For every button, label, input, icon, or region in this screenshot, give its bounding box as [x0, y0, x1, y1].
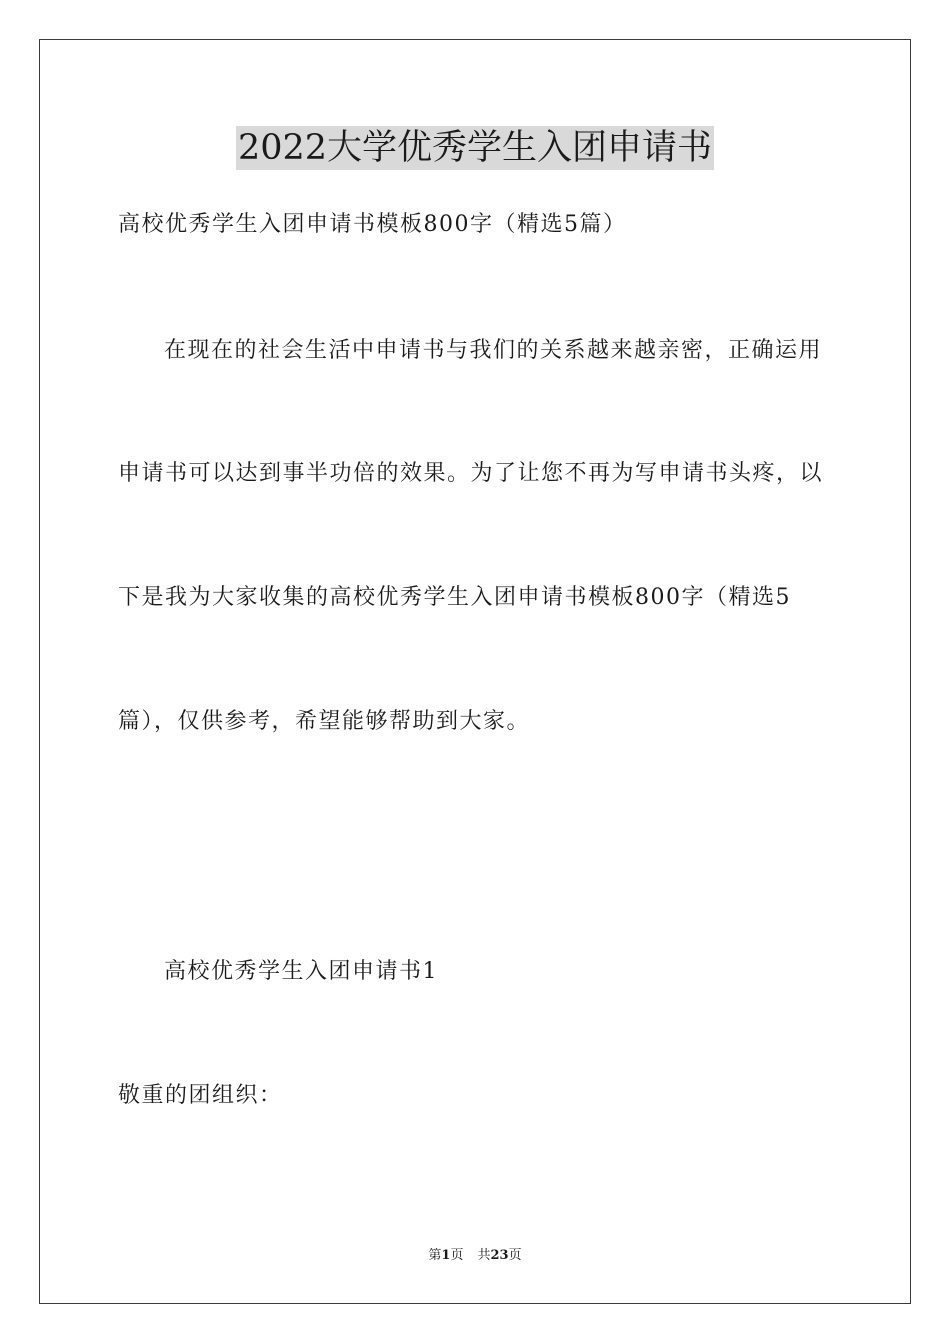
paragraph-line-1: 在现在的社会生活中申请书与我们的关系越来越亲密，正确运用 [164, 338, 823, 363]
footer-total-prefix: 共 [477, 1248, 491, 1263]
document-title: 2022大学优秀学生入团申请书 [237, 128, 713, 168]
footer-total-suffix: 页 [508, 1248, 522, 1263]
salutation: 敬重的团组织： [118, 1083, 283, 1108]
document-subtitle: 高校优秀学生入团申请书模板800字（精选5篇） [118, 212, 627, 237]
paragraph-line-4: 篇），仅供参考，希望能够帮助到大家。 [118, 709, 531, 734]
paragraph-line-2: 申请书可以达到事半功倍的效果。为了让您不再为写申请书头疼，以 [118, 461, 824, 486]
footer-total-pages: 23 [490, 1248, 509, 1263]
section-heading: 高校优秀学生入团申请书1 [164, 959, 438, 984]
footer-page-number: 1 [441, 1248, 451, 1263]
footer-page-suffix: 页 [450, 1248, 464, 1263]
page-footer [0, 1247, 950, 1265]
paragraph-line-3: 下是我为大家收集的高校优秀学生入团申请书模板800字（精选5 [118, 585, 791, 610]
footer-page-prefix: 第 [428, 1248, 442, 1263]
title-container [0, 126, 950, 170]
